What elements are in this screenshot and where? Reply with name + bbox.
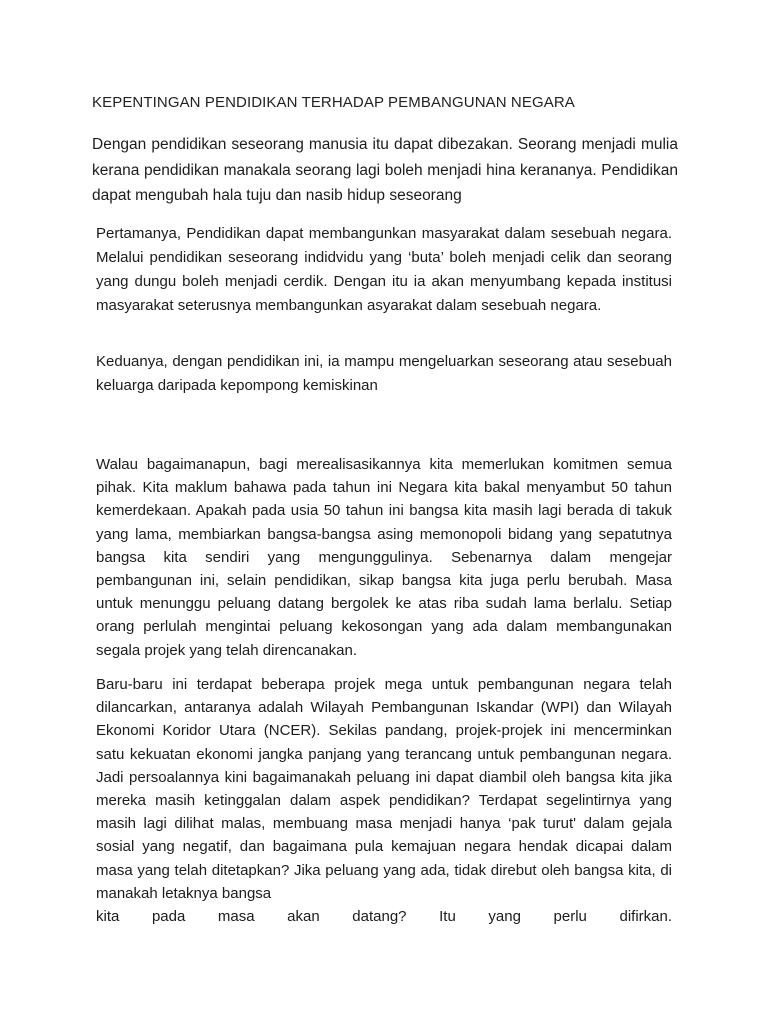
document-title: KEPENTINGAN PENDIDIKAN TERHADAP PEMBANGUNAN NEGARA <box>92 94 575 111</box>
paragraph-baru-baru-last-line: kita pada masa akan datang? Itu yang perlu difirkan. <box>96 908 672 926</box>
paragraph-baru-baru-body: Baru-baru ini terdapat beberapa projek mega untuk pembangunan negara telah dilancarkan, antaranya adalah Wilayah Pembangunan Iskandar (WPI) dan Wilayah Ekonomi Koridor Utara (NCER). Sekilas pandang, projek-projek ini mencerminkan satu kekuatan ekonomi jangka panjang yang terancang untuk pembangunan negara. Jadi persoalannya kini bagaimanakah peluang ini dapat diambil oleh bangsa kita jika mereka masih ketinggalan dalam aspek pendidikan? Terdapat segelintirnya yang masih lagi dilihat malas, membuang masa menjadi hanya ‘pak turut' dalam gejala sosial yang negatif, dan bagaimana pula kemajuan negara hendak dicapai dalam masa yang telah ditetapkan? Jika peluang yang ada, tidak direbut oleh bangsa kita, di manakah letaknya bangsa <box>96 676 672 902</box>
paragraph-keduanya: Keduanya, dengan pendidikan ini, ia mampu mengeluarkan seseorang atau sesebuah keluarga daripada kepompong kemiskinan <box>96 353 672 394</box>
paragraph-walau: Walau bagaimanapun, bagi merealisasikannya kita memerlukan komitmen semua pihak. Kita maklum bahawa pada tahun ini Negara kita bakal menyambut 50 tahun kemerdekaan. Apakah pada usia 50 tahun ini bangsa kita masih lagi berada di takuk yang lama, membiarkan bangsa-bangsa asing memonopoli bidang yang sepatutnya bangsa kita sendiri yang mengunggulinya. Sebenarnya dalam mengejar pembangunan ini, selain pendidikan, sikap bangsa kita juga perlu berubah. Masa untuk menunggu peluang datang bergolek ke atas riba sudah lama berlalu. Setiap orang perlulah mengintai peluang kekosongan yang ada dalam membangunakan segala projek yang telah direncanakan. <box>96 456 672 659</box>
paragraph-intro: Dengan pendidikan seseorang manusia itu dapat dibezakan. Seorang menjadi mulia kerana pendidikan manakala seorang lagi boleh menjadi hina kerananya. Pendidikan dapat mengubah hala tuju dan nasib hidup seseorang <box>92 136 678 204</box>
paragraph-pertamanya: Pertamanya, Pendidikan dapat membangunkan masyarakat dalam sesebuah negara. Melalui pendidikan seseorang indidvidu yang ‘buta’ boleh menjadi celik dan seorang yang dungu boleh menjadi cerdik. Dengan itu ia akan menyumbang kepada institusi masyarakat seterusnya membangunkan asyarakat dalam sesebuah negara. <box>96 225 672 314</box>
paragraph-baru-baru <box>96 673 672 928</box>
